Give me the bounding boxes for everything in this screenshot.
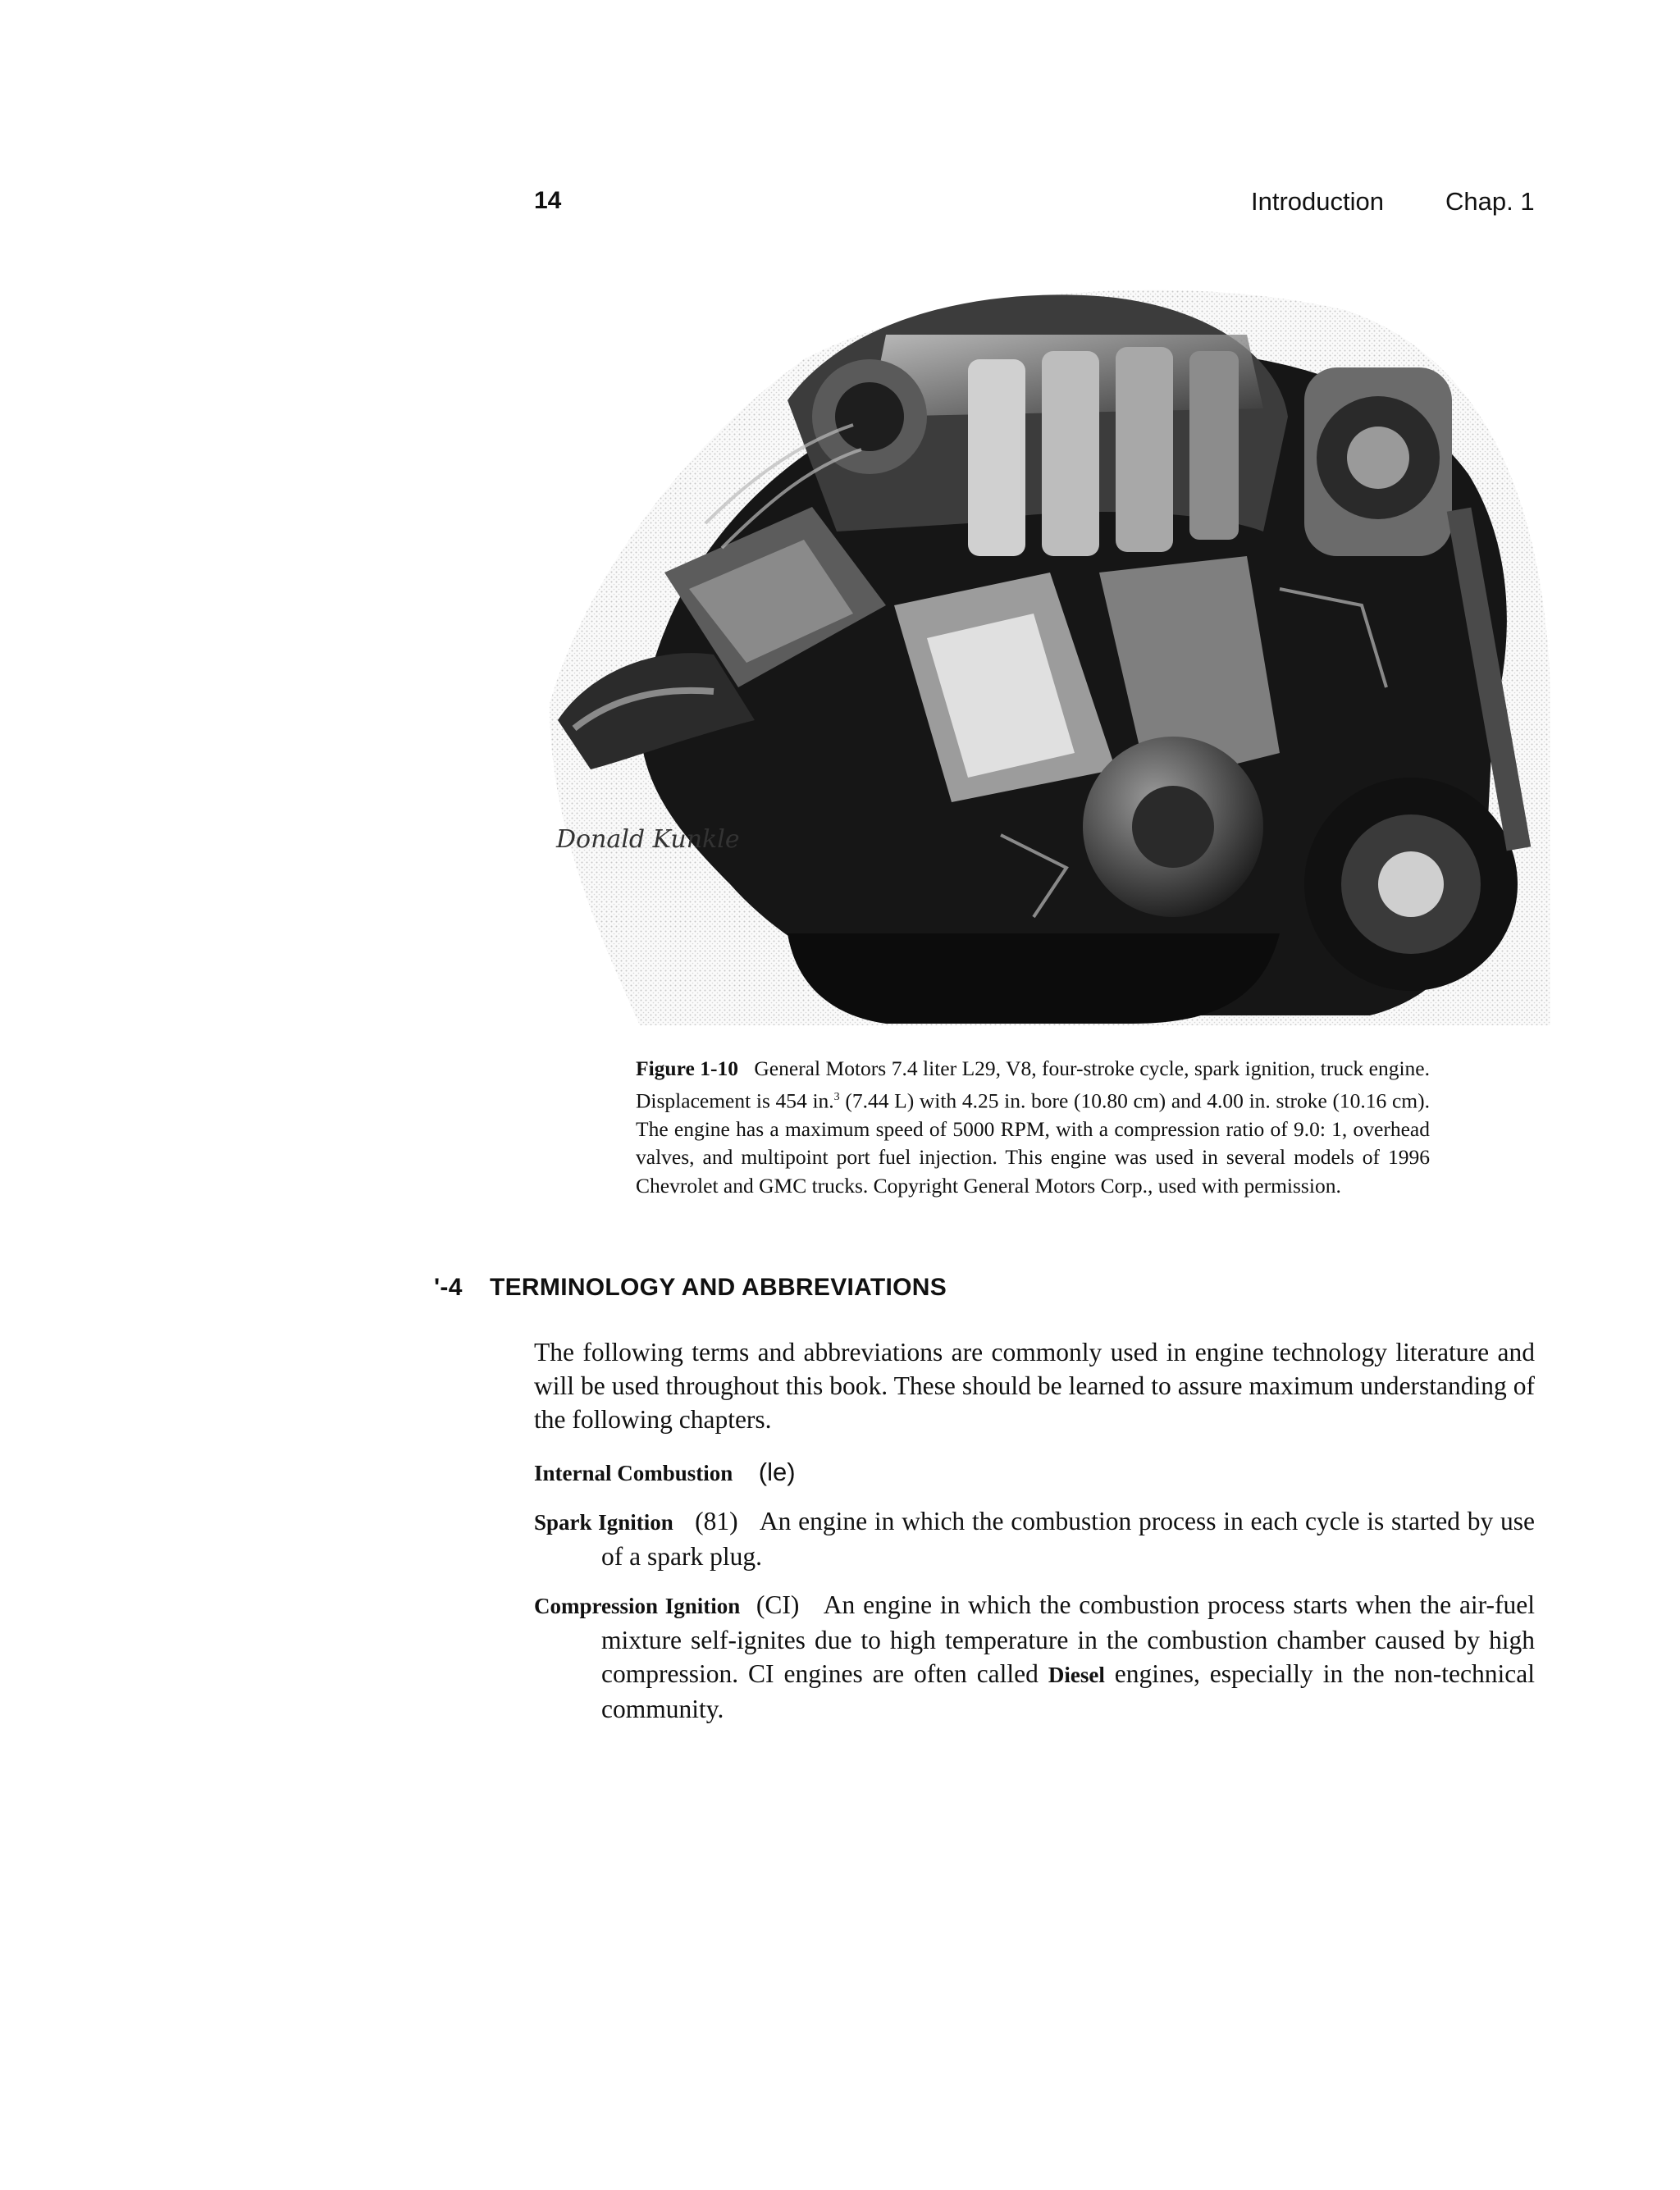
artist-signature: Donald Kunkle	[556, 825, 740, 854]
definition-abbr: (CI)	[756, 1590, 800, 1619]
definition-text: An engine in which the combustion process in each cycle is started by use of a spark plug.	[601, 1507, 1536, 1571]
definition-spark-ignition	[534, 1504, 1535, 1573]
definition-term: Spark Ignition	[534, 1510, 673, 1535]
section-number: '-4	[434, 1274, 463, 1301]
engine-illustration	[541, 261, 1557, 1025]
definition-compression-ignition	[534, 1588, 1535, 1726]
figure-caption	[636, 1055, 1430, 1200]
section-heading	[434, 1274, 947, 1302]
definition-term: Compression Ignition	[534, 1594, 741, 1618]
caption-superscript: 3	[833, 1090, 840, 1103]
definition-emphasis: Diesel	[1048, 1663, 1105, 1687]
chapter-label: Chap. 1	[1445, 187, 1535, 216]
figure-label: Figure 1-10	[636, 1056, 738, 1080]
definition-text-end: engines, especially in the non-technical community.	[601, 1659, 1535, 1723]
definition-term: Internal Combustion	[534, 1461, 733, 1485]
section-title: TERMINOLOGY AND ABBREVIATIONS	[490, 1274, 947, 1301]
definition-abbr: (81)	[695, 1507, 738, 1535]
definition-text: An engine in which the combustion process starts when the air-fuel mixture self-ignites due to high temperature in the combustion chamber caused by high compression. CI engines are often called	[601, 1590, 1536, 1688]
caption-text-a: General Motors 7.4 liter L29, V8, four-stroke cycle, spark ignition, truck engine. Displacement is 454 in.	[636, 1056, 1430, 1112]
intro-paragraph: The following terms and abbreviations are commonly used in engine technology literature and will be used throughout this book. These should be learned to assure maximum understanding of the following chapters.	[534, 1338, 1535, 1434]
definition-abbr: (le)	[758, 1458, 796, 1486]
caption-text-b: (7.44 L) with 4.25 in. bore (10.80 cm) and 4.00 in. stroke (10.16 cm). The engine has a maximum speed of 5000 RPM, with a compression ratio of 9.0: 1, overhead valves, and multipoint port fuel injection. This engine was used in several models of 1996 Chevrolet and GMC trucks. Copyright General Motors Corp., used with permission.	[636, 1088, 1430, 1198]
running-title: Introduction	[1251, 187, 1384, 216]
definition-internal-combustion	[534, 1455, 1535, 1490]
page-number: 14	[534, 187, 562, 214]
